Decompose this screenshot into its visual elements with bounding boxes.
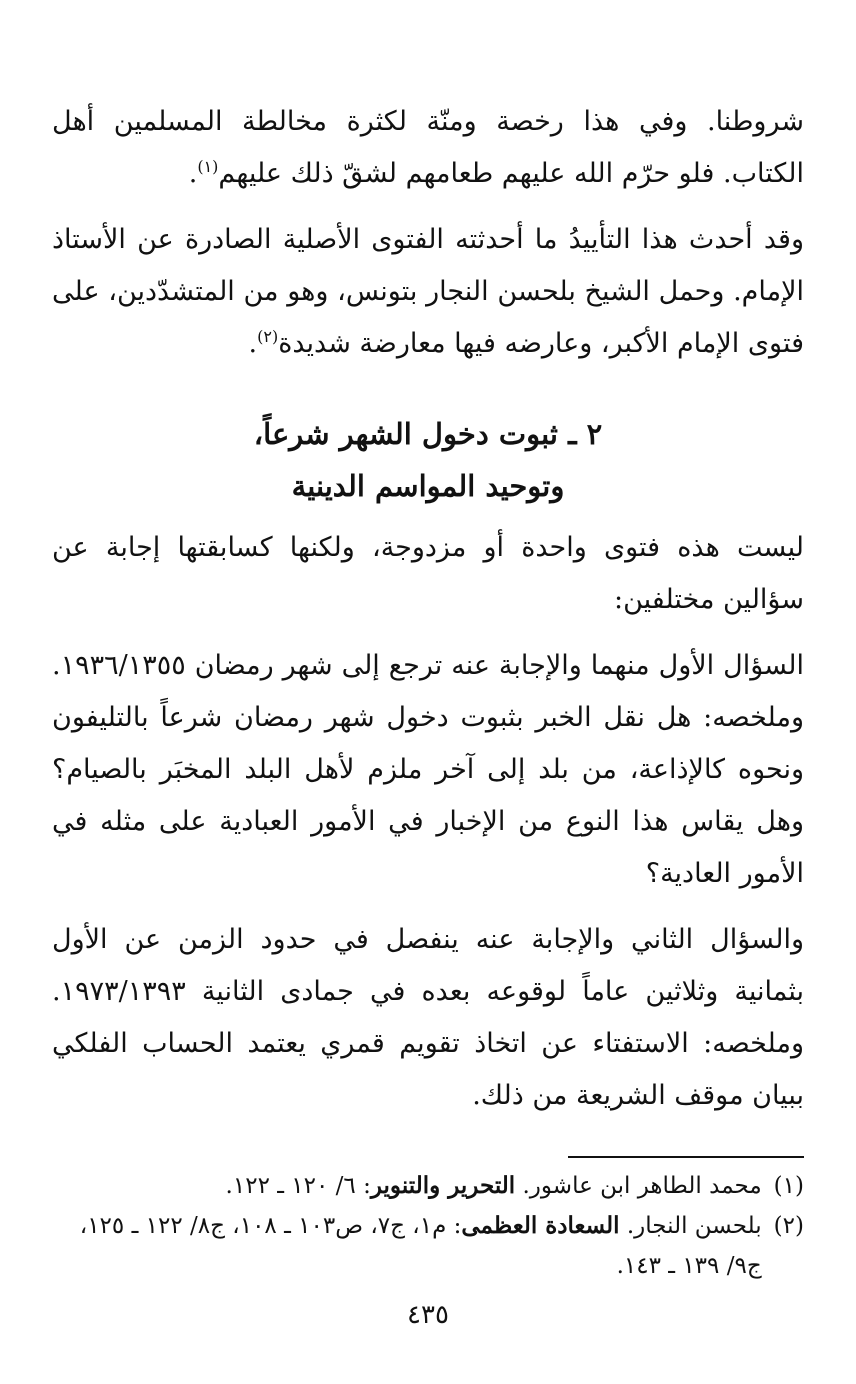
paragraph-2 — [52, 214, 804, 370]
footnote-1-text — [52, 1166, 762, 1206]
footnote-1-author: محمد الطاهر ابن عاشور. — [515, 1173, 762, 1199]
page-body — [52, 96, 804, 1286]
footnote-1 — [52, 1166, 804, 1206]
section-heading-line-1: ٢ ـ ثبوت دخول الشهر شرعاً، — [253, 417, 603, 451]
paragraph-4: السؤال الأول منهما والإجابة عنه ترجع إلى شهر رمضان ١٩٣٦/١٣٥٥. وملخصه: هل نقل الخبر بثبوت دخول شهر رمضان شرعاً بالتليفون ونحوه كالإذاعة، من بلد إلى آخر ملزم لأهل البلد المخبَر بالصيام؟ وهل يقاس هذا النوع من الإخبار في الأمور العبادية على مثله في الأمور العادية؟ — [52, 650, 804, 889]
footnote-1-title: التحرير والتنوير — [370, 1172, 516, 1199]
paragraph-2-end: . — [248, 328, 258, 359]
section-heading-line-2: وتوحيد المواسم الدينية — [291, 469, 565, 503]
footnote-ref-2[interactable]: (٢) — [257, 327, 279, 346]
paragraph-1 — [52, 96, 804, 200]
footnote-2-text — [52, 1206, 762, 1286]
paragraph-2-text: وقد أحدث هذا التأييدُ ما أحدثته الفتوى الأصلية الصادرة عن الأستاذ الإمام. وحمل الشيخ بلحسن النجار بتونس، وهو من المتشدّدين، على فتوى الإمام الأكبر، وعارضه فيها معارضة شديدة — [52, 224, 804, 359]
footnote-ref-1[interactable]: (١) — [197, 157, 219, 176]
section-heading — [52, 408, 804, 512]
paragraph-3: ليست هذه فتوى واحدة أو مزدوجة، ولكنها كسابقتها إجابة عن سؤالين مختلفين: — [52, 532, 804, 615]
footnote-2-author: بلحسن النجار. — [619, 1213, 762, 1239]
footnote-1-number: (١) — [773, 1173, 804, 1199]
footnote-2-number: (٢) — [773, 1213, 804, 1239]
footnote-2-location: : م١، ج٧، ص١٠٣ ـ ١٠٨، ج٨/ ١٢٢ ـ ١٢٥، ج٩/ ١٣٩ ـ ١٤٣. — [79, 1213, 762, 1279]
paragraph-1-text: شروطنا. وفي هذا رخصة ومنّة لكثرة مخالطة المسلمين أهل الكتاب. فلو حرّم الله عليهم طعامهم لشقّ ذلك عليهم — [52, 106, 804, 189]
footnote-separator — [568, 1156, 804, 1158]
page-number: ٤٣٥ — [407, 1300, 449, 1330]
footnotes — [52, 1166, 804, 1286]
paragraph-1-end: . — [188, 158, 198, 189]
paragraph-5: والسؤال الثاني والإجابة عنه ينفصل في حدود الزمن عن الأول بثمانية وثلاثين عاماً لوقوعه بعده في جمادى الثانية ١٩٧٣/١٣٩٣. وملخصه: الاستفتاء عن اتخاذ تقويم قمري يعتمد الحساب الفلكي ببيان موقف الشريعة من ذلك. — [52, 924, 804, 1111]
footnote-2 — [52, 1206, 804, 1286]
footnote-1-location: : ٦/ ١٢٠ ـ ١٢٢. — [225, 1173, 371, 1199]
footnote-2-title: السعادة العظمى — [461, 1212, 620, 1239]
